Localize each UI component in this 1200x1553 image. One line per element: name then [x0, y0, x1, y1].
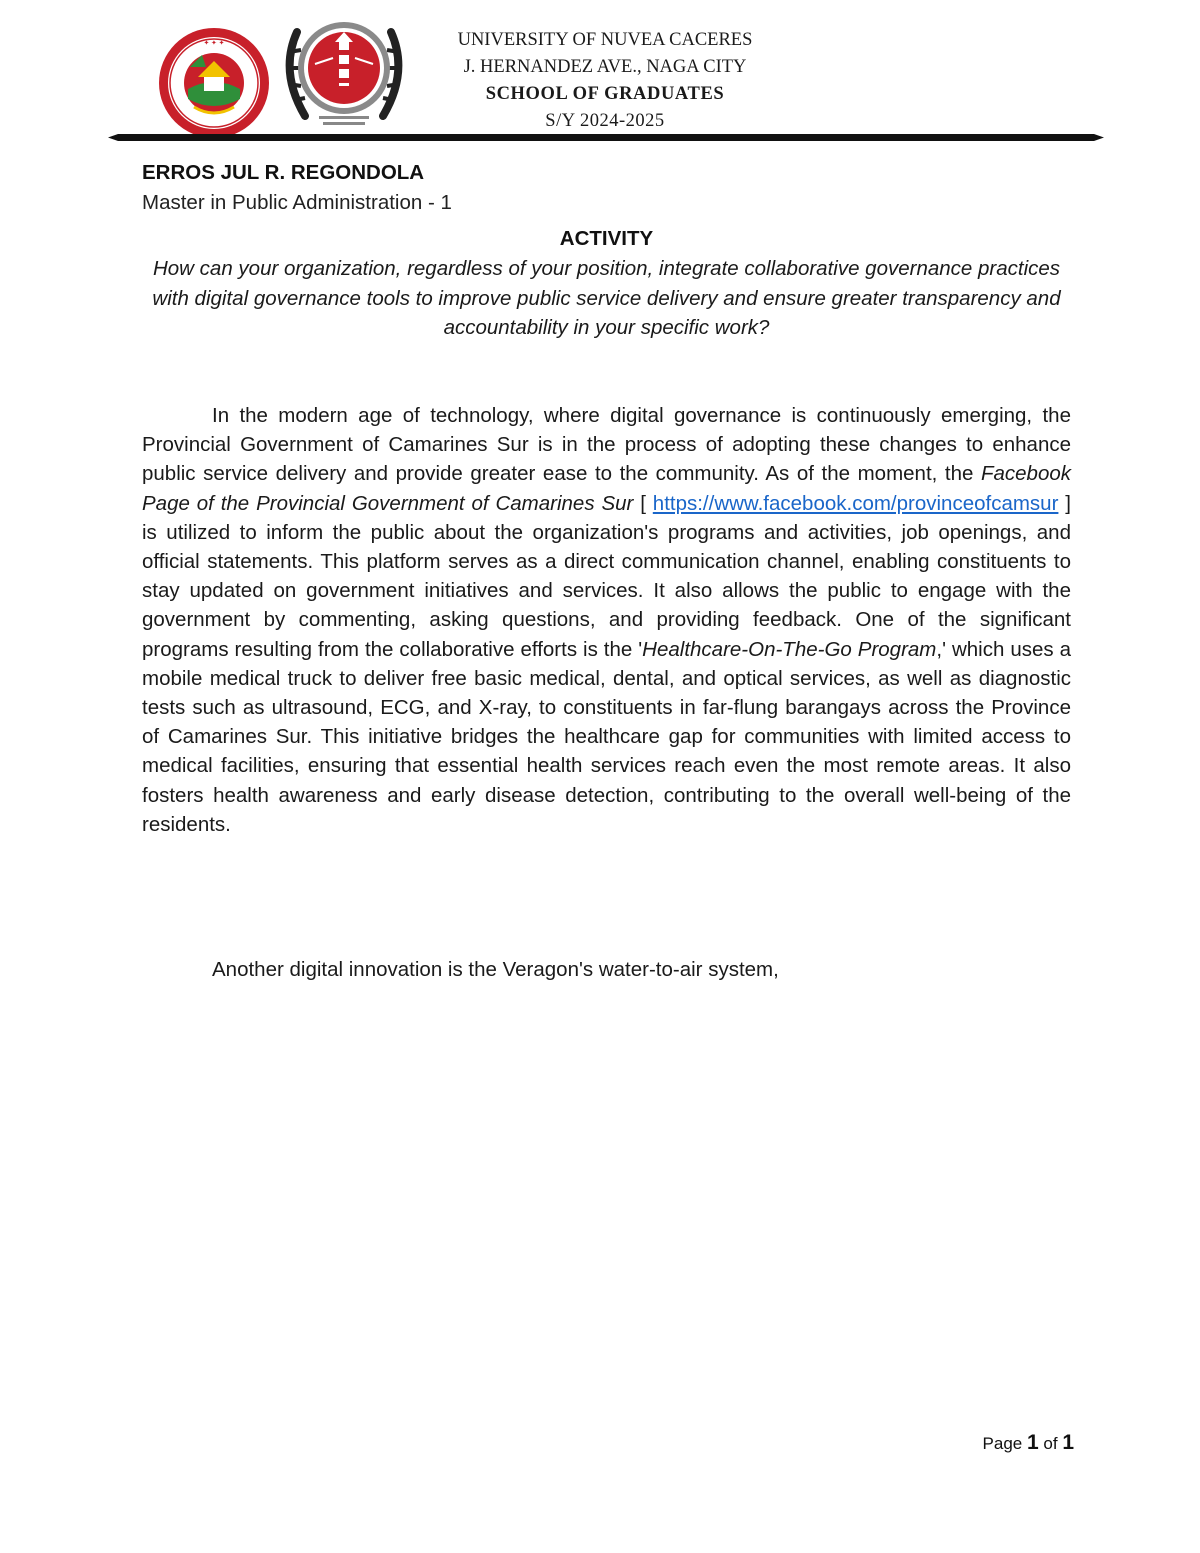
activity-question: How can your organization, regardless of your position, integrate collaborative governance practices with digital governance tools to improve public service delivery and ensure greater transparency and accountability in your specific work?	[152, 257, 1061, 339]
p1-text-b: ] is utilized to inform the public about the organization's programs and activities, job openings, and official statements. This platform serves as a direct communication channel, enabling constituents to stay updated on government initiatives and services. It also allows the public to engage with the government by commenting, asking questions, and providing feedback. One of the significant programs resulting from the collaborative efforts is the '	[142, 491, 1071, 661]
page-current: 1	[1026, 1431, 1039, 1454]
letterhead-divider	[108, 132, 1104, 143]
svg-text:✦ ✦ ✦: ✦ ✦ ✦	[203, 39, 225, 47]
of-label: of	[1043, 1434, 1058, 1453]
program-name: Healthcare-On-The-Go Program	[642, 637, 937, 661]
body-paragraph-2: Another digital innovation is the Veragon's water-to-air system,	[212, 958, 779, 981]
school-name: SCHOOL OF GRADUATES	[485, 84, 725, 104]
p1-text-a: In the modern age of technology, where digital governance is continuously emerging, the Provincial Government of Camarines Sur is in the process of adopting these changes to enhance public service delivery and provide greater ease to the community. As of the moment, the	[142, 404, 1071, 486]
page-number	[983, 1431, 1074, 1455]
page-label: Page	[982, 1434, 1023, 1453]
facebook-link[interactable]: https://www.facebook.com/provinceofcamsur	[652, 491, 1059, 515]
university-address: J. HERNANDEZ AVE., NAGA CITY	[463, 57, 747, 77]
page-total: 1	[1062, 1431, 1074, 1454]
p1-text-c: ,' which uses a mobile medical truck to deliver free basic medical, dental, and optical services, as well as diagnostic tests such as ultrasound, ECG, and X-ray, to constituents in far-flung barangays across the Province of Camarines Sur. This initiative bridges the healthcare gap for communities with limited access to medical facilities, ensuring that essential health services reach even the most remote areas. It also fosters health awareness and early disease detection, contributing to the overall well-being of the residents.	[142, 637, 1072, 836]
university-seal-icon	[158, 27, 270, 139]
activity-title: ACTIVITY	[559, 227, 654, 250]
p1-bracket-open: [	[633, 491, 653, 515]
school-year: S/Y 2024-2025	[545, 111, 665, 131]
letterhead	[380, 27, 830, 135]
university-name: UNIVERSITY OF NUVEA CACERES	[457, 30, 753, 50]
body-paragraph-1	[142, 401, 1071, 839]
author-program: Master in Public Administration - 1	[142, 191, 452, 214]
facebook-page-name: Facebook Page of the Provincial Government of Camarines Sur	[142, 462, 1071, 515]
author-name: ERROS JUL R. REGONDOLA	[142, 161, 425, 184]
